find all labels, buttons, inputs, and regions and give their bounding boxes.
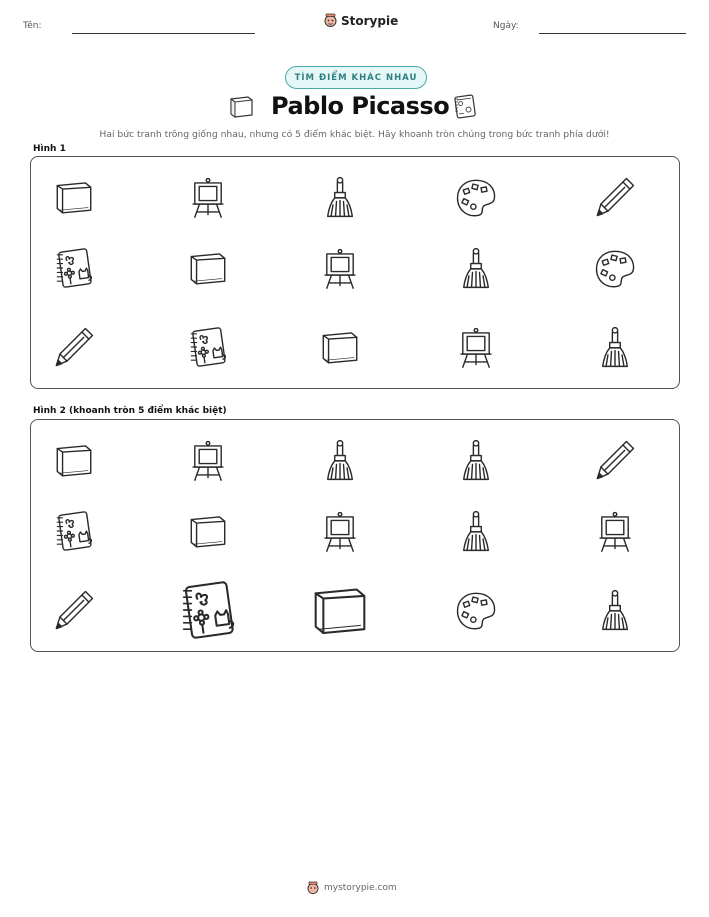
picture2-label: Hình 2 (khoanh tròn 5 điểm khác biệt) <box>33 406 227 416</box>
page-title: Pablo Picasso <box>271 92 450 120</box>
footer-site[interactable]: mystorypie.com <box>324 883 397 893</box>
pencil-icon[interactable] <box>52 325 96 369</box>
picture2-grid <box>31 420 679 651</box>
date-field[interactable] <box>539 33 686 34</box>
pencil-icon[interactable] <box>593 175 637 219</box>
pencil-icon[interactable] <box>593 438 637 482</box>
paintbrush-icon[interactable] <box>454 509 498 553</box>
book-icon[interactable] <box>186 509 230 553</box>
paintbrush-icon[interactable] <box>318 175 362 219</box>
name-label: Tên: <box>23 21 42 31</box>
date-label: Ngày: <box>493 21 519 31</box>
easel-icon[interactable] <box>318 246 362 290</box>
easel-icon[interactable] <box>454 325 498 369</box>
picture1-grid <box>31 157 679 388</box>
book-icon[interactable] <box>186 246 230 290</box>
picture1-label: Hình 1 <box>33 144 66 154</box>
palette-icon[interactable] <box>454 175 498 219</box>
book-icon[interactable] <box>52 175 96 219</box>
footer <box>307 881 397 895</box>
easel-icon[interactable] <box>318 509 362 553</box>
sketchbook-icon[interactable] <box>52 509 96 553</box>
pencil-icon[interactable] <box>52 588 96 632</box>
picture2-frame <box>30 419 680 652</box>
book-icon[interactable] <box>52 438 96 482</box>
sketchbook-icon[interactable] <box>176 578 240 642</box>
paintbrush-icon[interactable] <box>318 438 362 482</box>
paintbrush-icon[interactable] <box>454 438 498 482</box>
sketchbook-icon[interactable] <box>186 325 230 369</box>
palette-icon[interactable] <box>593 246 637 290</box>
activity-badge: TÌM ĐIỂM KHÁC NHAU <box>285 66 427 89</box>
paintbrush-icon[interactable] <box>593 325 637 369</box>
easel-icon[interactable] <box>186 438 230 482</box>
storypie-mascot-icon <box>307 881 319 895</box>
palette-icon[interactable] <box>454 588 498 632</box>
sketchbook-icon <box>452 93 478 119</box>
book-icon[interactable] <box>308 578 372 642</box>
sketchbook-icon[interactable] <box>52 246 96 290</box>
storypie-mascot-icon <box>324 13 337 28</box>
paintbrush-icon[interactable] <box>593 588 637 632</box>
picture1-frame <box>30 156 680 389</box>
brand-name: Storypie <box>341 13 399 28</box>
book-icon <box>228 93 256 119</box>
name-field[interactable] <box>72 33 255 34</box>
easel-icon[interactable] <box>186 175 230 219</box>
book-icon[interactable] <box>318 325 362 369</box>
easel-icon[interactable] <box>593 509 637 553</box>
paintbrush-icon[interactable] <box>454 246 498 290</box>
brand-logo <box>324 13 398 28</box>
instructions-text: Hai bức tranh trông giống nhau, nhưng có 5 điểm khác biệt. Hãy khoanh tròn chúng trong bức tranh phía dưới! <box>99 129 610 140</box>
